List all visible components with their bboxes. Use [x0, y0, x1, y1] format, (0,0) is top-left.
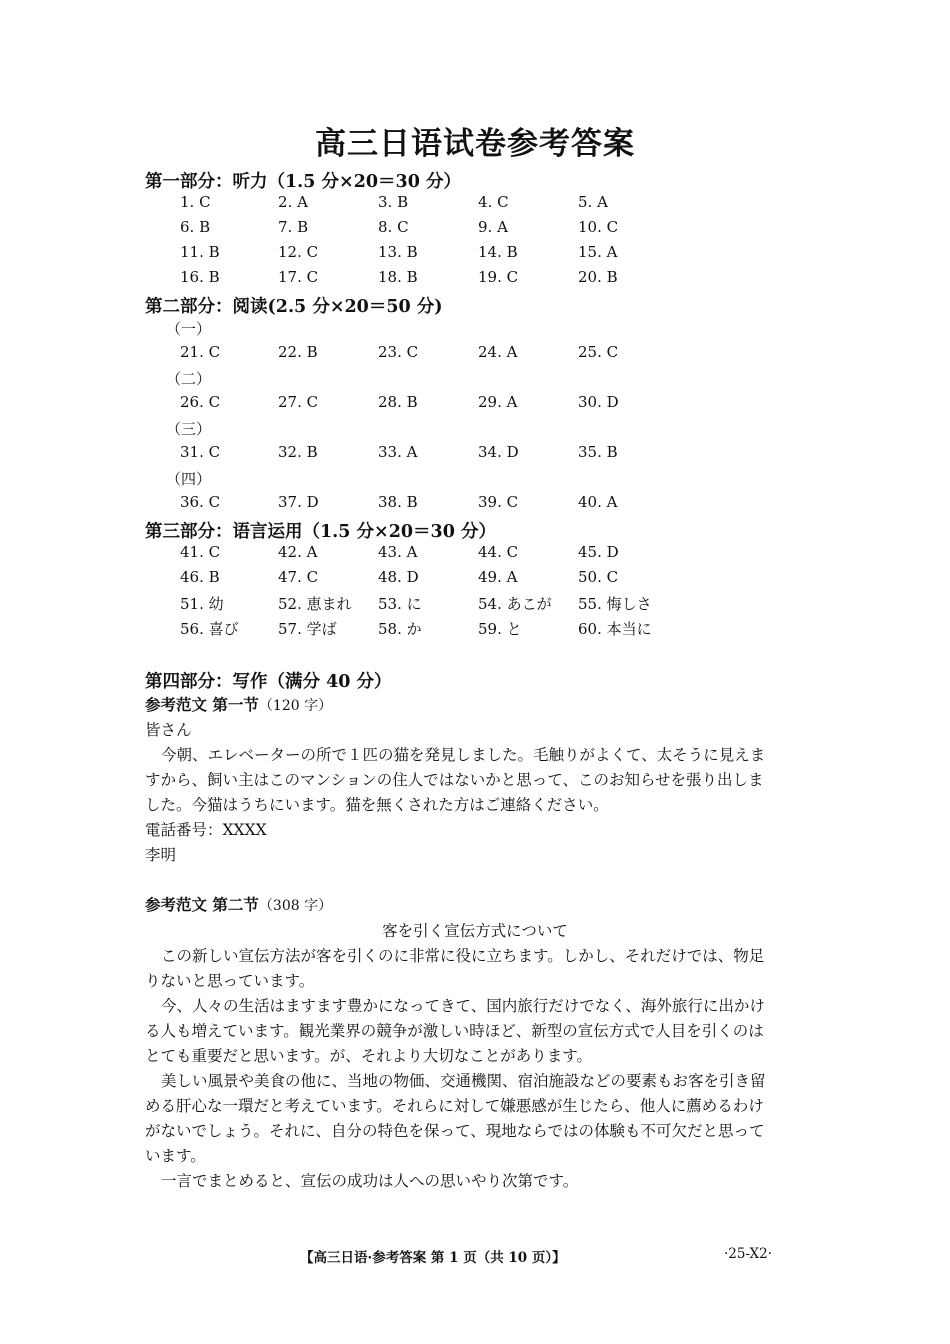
essay2-line: がないでしょう。それに、自分の特色を保って、現地ならではの体験も不可欠だと思って — [145, 1122, 765, 1140]
answer-cell: 59. と — [478, 620, 522, 638]
answer-cell: 13. B — [378, 243, 418, 261]
essay1-line: 李明 — [145, 846, 177, 864]
answer-cell: 17. C — [278, 268, 319, 286]
answer-cell: 3. B — [378, 193, 409, 211]
answer-cell: 51. 幼 — [180, 595, 224, 613]
answer-cell: 57. 学ば — [278, 620, 337, 638]
essay2-title: 客を引く宣伝方式について — [382, 922, 568, 940]
essay1-label-text: 参考范文 第一节 — [145, 695, 259, 714]
answer-cell: 27. C — [278, 393, 319, 411]
part3-heading: 第三部分：语言运用（1.5 分×20＝30 分） — [145, 522, 496, 542]
answer-cell: 41. C — [180, 543, 221, 561]
answer-row — [0, 593, 950, 615]
essay2-line: る人も増えています。観光業界の競争が激しい時ほど、新型の宣伝方式で人目を引くのは — [145, 1022, 764, 1040]
part1-heading: 第一部分：听力（1.5 分×20＝30 分） — [145, 172, 461, 192]
answer-cell: 54. あこが — [478, 595, 552, 613]
answer-cell: 7. B — [278, 218, 309, 236]
group-label: （三） — [166, 420, 212, 438]
essay1-line: 電話番号：XXXX — [145, 821, 267, 839]
answer-row — [0, 343, 950, 365]
answer-cell: 31. C — [180, 443, 221, 461]
answer-cell: 50. C — [578, 568, 619, 586]
essay2-line: とても重要だと思います。が、それより大切なことがあります。 — [145, 1047, 593, 1065]
essay2-line: この新しい宣伝方法が客を引くのに非常に役に立ちます。しかし、それだけでは、物足 — [161, 947, 765, 965]
answer-row — [0, 443, 950, 465]
answer-row — [0, 243, 950, 265]
answer-cell: 53. に — [378, 595, 422, 613]
answer-cell: 15. A — [578, 243, 618, 261]
answer-cell: 55. 悔しさ — [578, 595, 652, 613]
page-title: 高三日语试卷参考答案 — [315, 126, 635, 162]
answer-row — [0, 193, 950, 215]
answer-cell: 36. C — [180, 493, 221, 511]
answer-cell: 40. A — [578, 493, 618, 511]
answer-cell: 39. C — [478, 493, 519, 511]
part4-heading: 第四部分：写作（满分 40 分） — [145, 672, 392, 692]
footer-code: ·25-X2· — [724, 1246, 773, 1262]
answer-cell: 48. D — [378, 568, 419, 586]
answer-row — [0, 543, 950, 565]
footer-page-info: 【高三日语·参考答案 第 1 页（共 10 页）】 — [300, 1250, 566, 1266]
answer-cell: 58. か — [378, 620, 422, 638]
answer-cell: 5. A — [578, 193, 608, 211]
answer-cell: 43. A — [378, 543, 418, 561]
answer-cell: 37. D — [278, 493, 319, 511]
answer-cell: 6. B — [180, 218, 211, 236]
answer-cell: 44. C — [478, 543, 519, 561]
answer-cell: 30. D — [578, 393, 619, 411]
answer-cell: 11. B — [180, 243, 220, 261]
answer-cell: 9. A — [478, 218, 508, 236]
answer-cell: 12. C — [278, 243, 319, 261]
group-label: （四） — [166, 470, 212, 488]
essay2-line: 美しい風景や美食の他に、当地の物価、交通機関、宿泊施設などの要素もお客を引き留 — [161, 1072, 766, 1090]
answer-cell: 14. B — [478, 243, 518, 261]
answer-cell: 24. A — [478, 343, 518, 361]
essay2-label — [145, 893, 332, 915]
answer-row — [0, 393, 950, 415]
essay1-word-count: （120 字） — [258, 698, 333, 714]
essay1-line: 今朝、エレベーターの所で１匹の猫を発見しました。毛触りがよくて、太そうに見えま — [161, 746, 766, 764]
answer-cell: 32. B — [278, 443, 318, 461]
answer-cell: 18. B — [378, 268, 418, 286]
answer-row — [0, 218, 950, 240]
answer-cell: 22. B — [278, 343, 318, 361]
answer-cell: 56. 喜び — [180, 620, 239, 638]
answer-cell: 20. B — [578, 268, 618, 286]
essay2-line: 一言でまとめると、宣伝の成功は人への思いやり次第です。 — [161, 1172, 579, 1190]
essay2-line: める肝心な一環だと考えています。それらに対して嫌悪感が生じたら、他人に薦めるわけ — [145, 1097, 764, 1115]
answer-cell: 29. A — [478, 393, 518, 411]
answer-cell: 21. C — [180, 343, 221, 361]
answer-row — [0, 268, 950, 290]
answer-cell: 16. B — [180, 268, 220, 286]
answer-cell: 33. A — [378, 443, 418, 461]
essay2-line: います。 — [145, 1147, 206, 1165]
answer-cell: 28. B — [378, 393, 418, 411]
answer-cell: 26. C — [180, 393, 221, 411]
essay2-line: 今、人々の生活はますます豊かになってきて、国内旅行だけでなく、海外旅行に出かけ — [161, 997, 765, 1015]
answer-cell: 45. D — [578, 543, 619, 561]
answer-cell: 2. A — [278, 193, 308, 211]
part2-heading: 第二部分：阅读(2.5 分×20＝50 分) — [145, 297, 443, 317]
group-label: （一） — [166, 320, 212, 338]
answer-cell: 46. B — [180, 568, 220, 586]
answer-row — [0, 618, 950, 640]
answer-cell: 10. C — [578, 218, 619, 236]
answer-cell: 47. C — [278, 568, 319, 586]
answer-cell: 25. C — [578, 343, 619, 361]
essay2-line: りないと思っています。 — [145, 972, 315, 990]
essay1-line: 皆さん — [145, 721, 192, 739]
essay1-label — [145, 693, 332, 715]
answer-cell: 35. B — [578, 443, 618, 461]
answer-cell: 19. C — [478, 268, 519, 286]
answer-cell: 1. C — [180, 193, 211, 211]
essay2-label-text: 参考范文 第二节 — [145, 895, 259, 914]
answer-cell: 23. C — [378, 343, 419, 361]
answer-cell: 52. 恵まれ — [278, 595, 352, 613]
essay1-line: した。今猫はうちにいます。猫を無くされた方はご連絡ください。 — [145, 796, 609, 814]
answer-cell: 42. A — [278, 543, 318, 561]
answer-row — [0, 493, 950, 515]
answer-cell: 8. C — [378, 218, 409, 236]
essay1-line: すから、飼い主はこのマンションの住人ではないかと思って、このお知らせを張り出しま — [145, 771, 764, 789]
essay2-word-count: （308 字） — [258, 898, 333, 914]
group-label: （二） — [166, 370, 212, 388]
answer-cell: 38. B — [378, 493, 418, 511]
answer-cell: 34. D — [478, 443, 519, 461]
answer-cell: 4. C — [478, 193, 509, 211]
answer-cell: 60. 本当に — [578, 620, 652, 638]
answer-cell: 49. A — [478, 568, 518, 586]
answer-row — [0, 568, 950, 590]
